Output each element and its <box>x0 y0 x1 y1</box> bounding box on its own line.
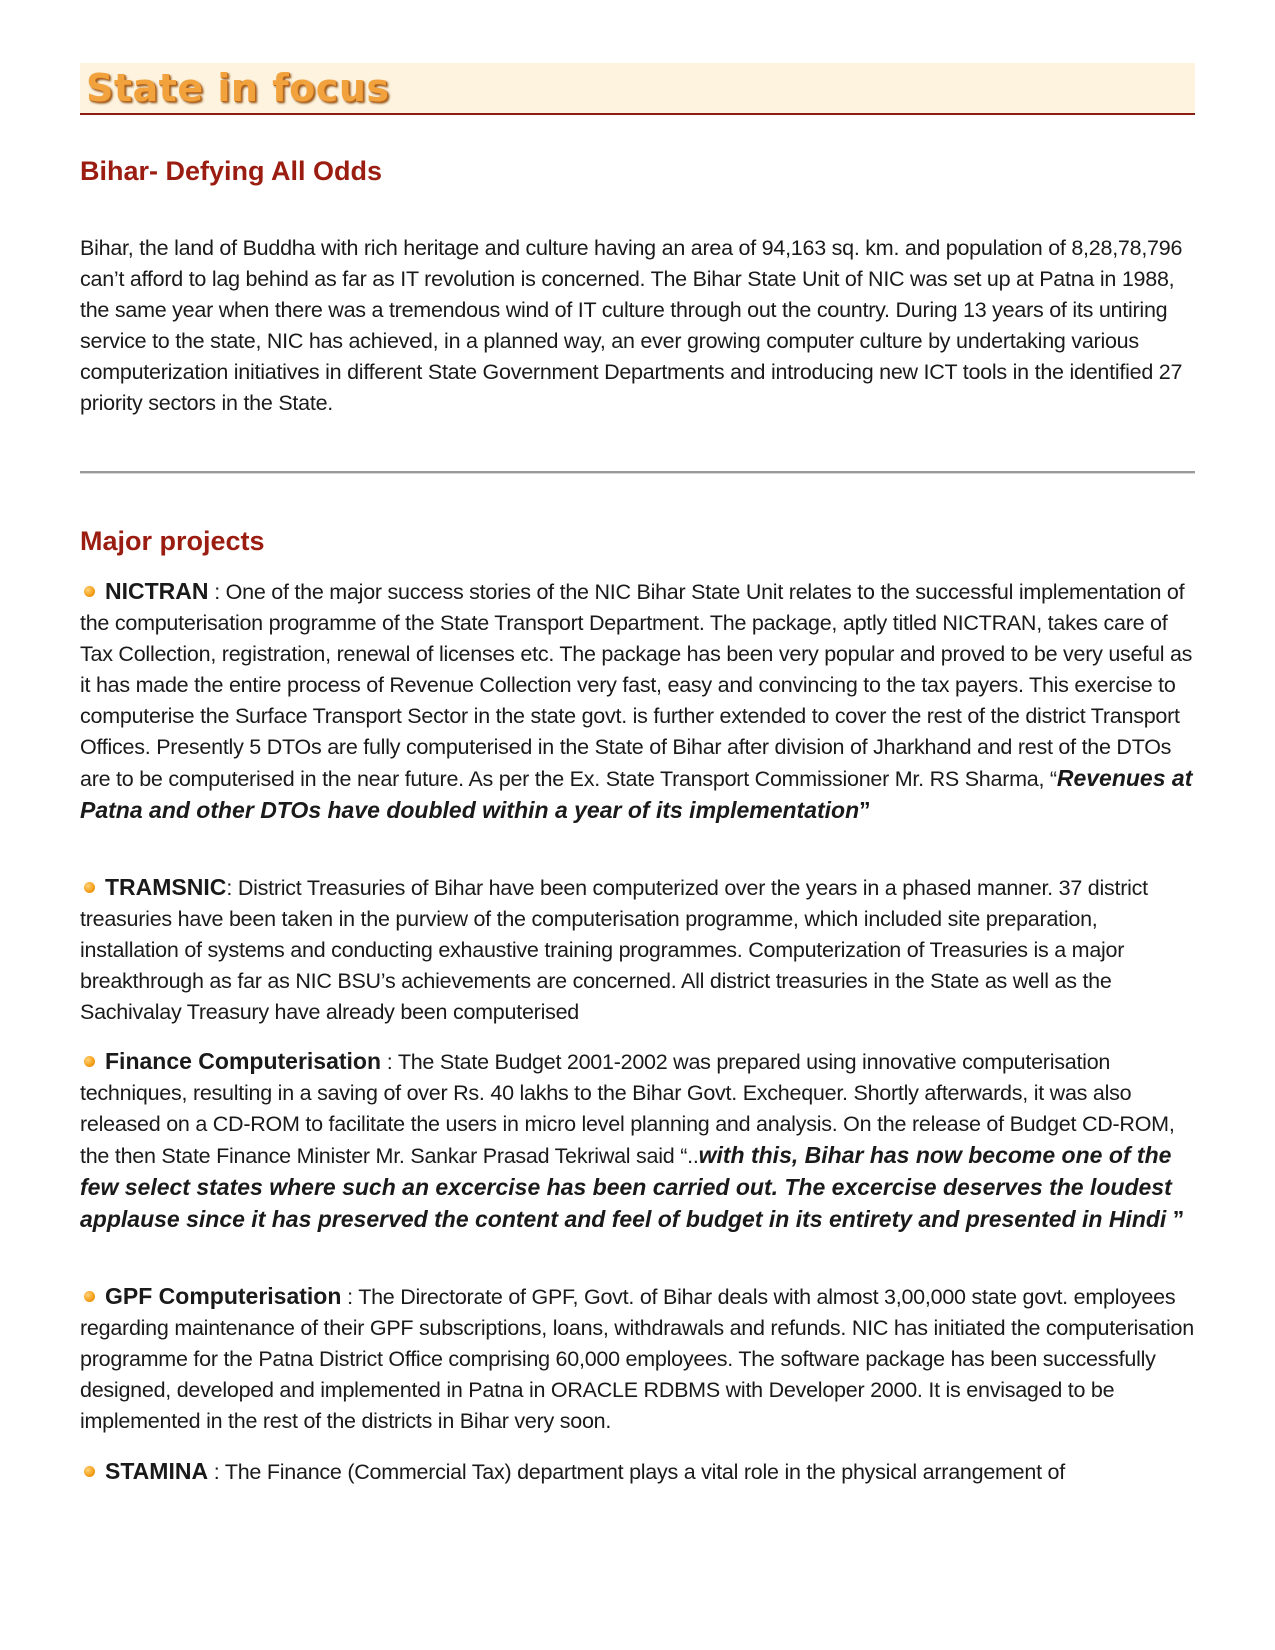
intro-paragraph: Bihar, the land of Buddha with rich heritage and culture having an area of 94,163 sq. km. and population of 8,28,78,796 can’t afford to lag behind as far as IT revolution is concerned. The Bihar State Unit of NIC was set up at Patna in 1988, the same year when there was a tremendous wind of IT culture through out the country. During 13 years of its untiring service to the state, NIC has achieved, in a planned way, an ever growing computer culture by undertaking various computerization initiatives in different State Government Departments and introducing new ICT tools in the identified 27 priority sectors in the State. <box>80 236 1183 415</box>
project-item-stamina <box>80 1456 1195 1488</box>
project-text: : District Treasuries of Bihar have been computerized over the years in a phased manner. 37 district treasuries have been taken in the purview of the computerisation programme, which included site preparation, installation of systems and conducting exhaustive training programmes. Computerization of Treasuries is a major breakthrough as far as NIC BSU’s achievements are concerned. All district treasuries in the State as well as the Sachivalay Treasury have already been computerised <box>80 876 1148 1024</box>
project-text: : The State Budget 2001-2002 was prepared using innovative computerisation techniques, resulting in a saving of over Rs. 40 lakhs to the Bihar Govt. Exchequer. Shortly afterwards, it was also released on a CD-ROM to facilitate the users in micro level planning and analysis. On the release of Budget CD-ROM, the then State Finance Minister Mr. Sankar Prasad Tekriwal said “.. <box>80 1050 1175 1168</box>
project-item-tramsnic <box>80 872 1195 1028</box>
project-item-gpf <box>80 1281 1195 1437</box>
section-banner <box>80 63 1195 115</box>
quote-close: ” <box>1172 1206 1184 1232</box>
document-page <box>80 63 1195 1484</box>
bullet-icon <box>84 1056 95 1067</box>
project-quote: Revenues at Patna and other DTOs have doubled within a year of its implementation <box>80 765 1193 823</box>
major-projects-heading: Major projects <box>80 526 265 556</box>
project-text: : The Directorate of GPF, Govt. of Bihar deals with almost 3,00,000 state govt. employees regarding maintenance of their GPF subscriptions, loans, withdrawals and refunds. NIC has initiated the computerisation programme for the Patna District Office comprising 60,000 employees. The software package has been successfully designed, developed and implemented in Patna in ORACLE RDBMS with Developer 2000. It is envisaged to be implemented in the rest of the districts in Bihar very soon. <box>80 1285 1194 1433</box>
project-name: STAMINA <box>105 1458 209 1484</box>
article-heading: Bihar- Defying All Odds <box>80 156 383 186</box>
project-quote: with this, Bihar has now become one of the few select states where such an excercise has been carried out. The excercise deserves the loudest applause since it has preserved the content and feel of budget in its entirety and presented in Hindi <box>80 1142 1173 1232</box>
bullet-icon <box>84 1291 95 1302</box>
bullet-icon <box>84 882 95 893</box>
project-name: Finance Computerisation <box>105 1048 382 1074</box>
project-text: : The Finance (Commercial Tax) department plays a vital role in the physical arrangement of <box>208 1460 1065 1484</box>
project-item-finance <box>80 1046 1195 1236</box>
project-text: : One of the major success stories of the NIC Bihar State Unit relates to the successful implementation of the computerisation programme of the State Transport Department. The package, aptly titled NICTRAN, takes care of Tax Collection, registration, renewal of licenses etc. The package has been very popular and proved to be very useful as it has made the entire process of Revenue Collection very fast, easy and convincing to the tax payers. This exercise to computerise the Surface Transport Sector in the state govt. is further extended to cover the rest of the district Transport Offices. Presently 5 DTOs are fully computerised in the State of Bihar after division of Jharkhand and rest of the DTOs are to be computerised in the near future. As per the Ex. State Transport Commissioner Mr. RS Sharma, “ <box>80 580 1193 791</box>
banner-title: State in focus <box>86 66 390 110</box>
project-item-nictran <box>80 576 1195 827</box>
bullet-icon <box>84 1466 95 1477</box>
horizontal-divider <box>80 471 1195 473</box>
project-name: NICTRAN <box>105 578 209 604</box>
project-name: TRAMSNIC <box>105 874 227 900</box>
quote-close: ” <box>859 797 871 823</box>
bullet-icon <box>84 586 95 597</box>
project-name: GPF Computerisation <box>105 1283 342 1309</box>
